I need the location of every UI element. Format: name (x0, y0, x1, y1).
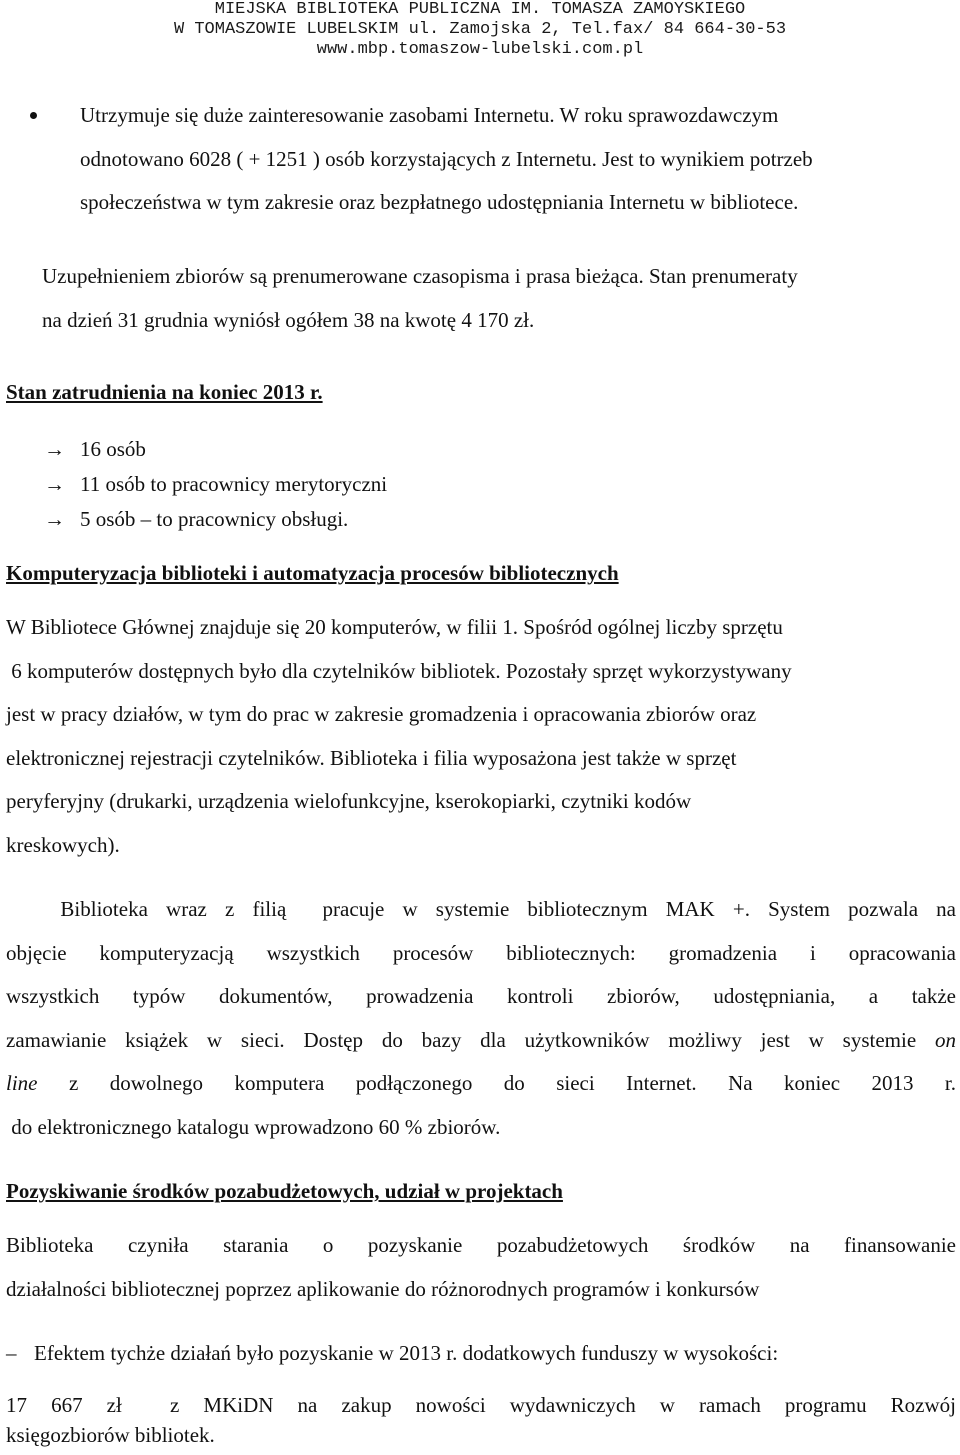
text-segment: zamawianie książek w sieci. Dostęp do bazy dla użytkowników możliwy jest w systemie (6, 1027, 935, 1052)
text-line: elektronicznej rejestracji czytelników. Biblioteka i filia wyposażona jest także w sprzęt (6, 745, 737, 770)
text-line: wszystkich typów dokumentów, prowadzenia kontroli zbiorów, udostępniania, a także (6, 984, 956, 1008)
letterhead-address: W TOMASZOWIE LUBELSKIM ul. Zamojska 2, Tel.fax/ 84 664-30-53 (173, 20, 787, 39)
text-segment: z dowolnego komputera podłączonego do sieci Internet. Na koniec 2013 r. (37, 1071, 956, 1095)
text-line: W Bibliotece Głównej znajduje się 20 komputerów, w filii 1. Spośród ogólnej liczby sprzętu (6, 615, 783, 639)
arrow-right-icon: → (44, 507, 65, 531)
list-item (44, 467, 387, 502)
list-item (44, 432, 387, 467)
text-line: Utrzymuje się duże zainteresowanie zasobami Internetu. W roku sprawozdawczym (80, 103, 779, 127)
text-line: peryferyjny (drukarki, urządzenia wielofunkcyjne, kserokopiarki, czytniki kodów (6, 789, 692, 813)
text-line (6, 1019, 956, 1063)
text-line (6, 1062, 956, 1106)
text-line: Uzupełnieniem zbiorów są prenumerowane czasopisma i prasa bieżąca. Stan prenumeraty (42, 264, 798, 288)
funding-heading: Pozyskiwanie środków pozabudżetowych, udział w projektach (6, 1179, 563, 1203)
funding-amount-paragraph (6, 1390, 956, 1450)
text-line: kreskowych). (6, 832, 120, 857)
list-item-text: 16 osób (80, 437, 146, 461)
text-line: społeczeństwa w tym zakresie oraz bezpłatnego udostępniania Internetu w bibliotece. (80, 190, 799, 214)
internet-usage-bullet (30, 94, 930, 225)
arrow-right-icon: → (44, 437, 65, 461)
library-system-paragraph (6, 888, 956, 1149)
dash-icon: – (6, 1341, 17, 1365)
text-line: na dzień 31 grudnia wyniósł ogółem 38 na kwotę 4 170 zł. (42, 307, 535, 332)
funding-effect-item (6, 1332, 956, 1376)
text-line: księgozbiorów bibliotek. (6, 1423, 215, 1447)
letterhead-institution-name: MIEJSKA BIBLIOTEKA PUBLICZNA IM. TOMASZA ZAMOYSKIEGO (214, 0, 746, 19)
italic-text: on (935, 1027, 956, 1052)
italic-text: line (6, 1071, 38, 1095)
computerization-heading: Komputeryzacja biblioteki i automatyzacja procesów bibliotecznych (6, 561, 619, 585)
text-line: Biblioteka czyniła starania o pozyskanie pozabudżetowych środków na finansowanie (6, 1233, 956, 1257)
list-item (44, 502, 387, 537)
bullet-dot-icon (30, 112, 37, 119)
subscription-paragraph (42, 255, 950, 342)
employment-list (44, 432, 387, 537)
text-line: jest w pracy działów, w tym do prac w zakresie gromadzenia i opracowania zbiorów oraz (6, 702, 757, 726)
text-line: działalności bibliotecznej poprzez aplikowanie do różnorodnych programów i konkursów (6, 1276, 760, 1301)
list-item-text: 11 osób to pracownicy merytoryczni (80, 472, 388, 496)
text-line: do elektronicznego katalogu wprowadzono 60 % zbiorów. (6, 1114, 501, 1139)
text-line: odnotowano 6028 ( + 1251 ) osób korzystających z Internetu. Jest to wynikiem potrzeb (80, 146, 813, 171)
letterhead (0, 0, 960, 60)
funding-effect-text: Efektem tychże działań było pozyskanie w 2013 r. dodatkowych funduszy w wysokości: (34, 1341, 779, 1365)
letterhead-website: www.mbp.tomaszow-lubelski.com.pl (316, 40, 644, 59)
internet-usage-text (80, 94, 930, 225)
text-line: objęcie komputeryzacją wszystkich procesów bibliotecznych: gromadzenia i opracowania (6, 940, 956, 965)
computerization-equipment-paragraph (6, 606, 956, 867)
text-line: 17 667 zł z MKiDN na zakup nowości wydawniczych w ramach programu Rozwój (6, 1393, 956, 1417)
text-line: Biblioteka wraz z filią pracuje w systemie bibliotecznym MAK +. System pozwala na (6, 897, 956, 921)
employment-heading: Stan zatrudnienia na koniec 2013 r. (6, 380, 323, 404)
funding-paragraph (6, 1224, 956, 1311)
arrow-right-icon: → (44, 472, 65, 496)
text-line: 6 komputerów dostępnych było dla czytelników bibliotek. Pozostały sprzęt wykorzystywany (6, 658, 792, 683)
list-item-text: 5 osób – to pracownicy obsługi. (80, 507, 349, 531)
